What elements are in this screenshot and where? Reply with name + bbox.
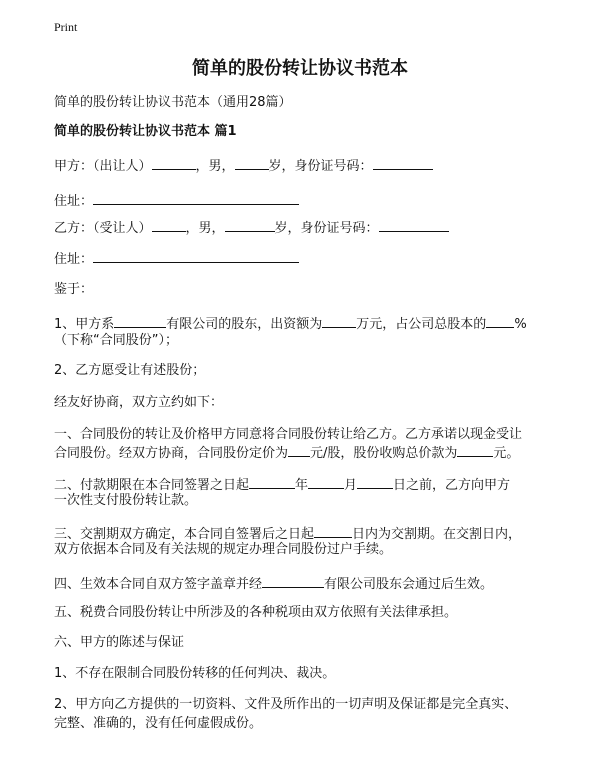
clause-1-part-3: 万元，占公司总股本的 [356,317,487,332]
article-1-line-2 [54,442,519,464]
party-a-id-blank [373,155,433,170]
article-2-part-a: 二、付款期限在本合同签署之日起 [54,478,250,493]
article-4-part-b: 有限公司股东会通过后生效。 [324,577,494,592]
party-a-male: ，男， [195,159,235,174]
document-title: 简单的股份转让协议书范本 [192,58,408,79]
article-2-day-blank [357,474,393,489]
article-4-company-blank [262,573,324,588]
article-2-month: 月 [344,478,358,493]
party-a-line [54,155,433,177]
article-2-part-d: 日之前，乙方向甲方 [393,478,511,493]
party-b-line [54,217,449,239]
party-a-address-label: 住址： [54,194,94,209]
warranty-2-line-1: 2、甲方向乙方提供的一切资料、文件及所作出的一切声明及保证都是完全真实、 [54,697,518,712]
clause-1-company-blank [114,313,166,328]
clause-1-capital-blank [322,313,356,328]
clause-1-line-2: （下称“合同股份”）； [54,333,178,348]
clause-2: 2、乙方愿受让有述股份； [54,363,206,378]
clause-1-part-2: 有限公司的股东，出资额为 [166,317,323,332]
subtitle: 简单的股份转让协议书范本（通用28篇） [54,95,292,110]
article-1-total-blank [457,442,493,457]
party-b-address-line [54,248,299,270]
party-b-age-blank [225,217,275,232]
section-heading: 简单的股份转让协议书范本 篇1 [54,124,237,139]
article-2-line-2: 一次性支付股份转让款。 [54,493,198,508]
article-3-part-b: 日内为交割期。在交割日内， [352,527,522,542]
party-a-prefix: 甲方：（出让人） [54,159,152,174]
article-2-month-blank [308,474,344,489]
article-1-line-1: 一、合同股份的转让及价格甲方同意将合同股份转让给乙方。乙方承诺以现金受让 [54,427,523,442]
warranty-1: 1、不存在限制合同股份转移的任何判决、裁决。 [54,666,336,681]
article-1-part-c: 元。 [493,446,520,461]
print-label[interactable]: Print [54,20,78,34]
clause-1-percent-blank [486,313,514,328]
party-a-age: 岁，身份证号码： [268,159,373,174]
party-b-prefix: 乙方：（受让人） [54,221,152,236]
clause-1-part-1: 1、甲方系 [54,317,115,332]
article-1-part-b: 元/股，股份收购总价款为 [310,446,458,461]
article-3-line-2: 双方依据本合同及有关法规的规定办理合同股份过户手续。 [54,542,393,557]
party-b-address-label: 住址： [54,252,94,267]
warranty-2-line-2: 完整、准确的，没有任何虚假成份。 [54,716,263,731]
article-1-part-a: 合同股份。经双方协商，合同股份定价为 [54,446,289,461]
agreement-intro: 经友好协商，双方立约如下： [54,395,224,410]
article-3-days-blank [314,523,352,538]
article-2-year: 年 [295,478,309,493]
party-b-age: 岁，身份证号码： [274,221,379,236]
article-6: 六、甲方的陈述与保证 [54,635,185,650]
party-b-id-blank [379,217,449,232]
party-a-name-blank [152,155,196,170]
party-a-address-blank [93,190,299,205]
party-a-address-line [54,190,299,212]
party-a-age-blank [235,155,269,170]
article-4-part-a: 四、生效本合同自双方签字盖章并经 [54,577,263,592]
article-3-part-a: 三、交割期双方确定，本合同自签署后之日起 [54,527,315,542]
article-2-year-blank [249,474,295,489]
party-b-address-blank [93,248,299,263]
party-b-name-blank [152,217,186,232]
whereas: 鉴于： [54,282,94,297]
article-5: 五、税费合同股份转让中所涉及的各种税项由双方依照有关法律承担。 [54,605,458,620]
party-b-male: ，男， [185,221,225,236]
clause-1-part-4: % [514,317,527,332]
article-1-price-blank [288,442,310,457]
article-4-line [54,573,493,595]
